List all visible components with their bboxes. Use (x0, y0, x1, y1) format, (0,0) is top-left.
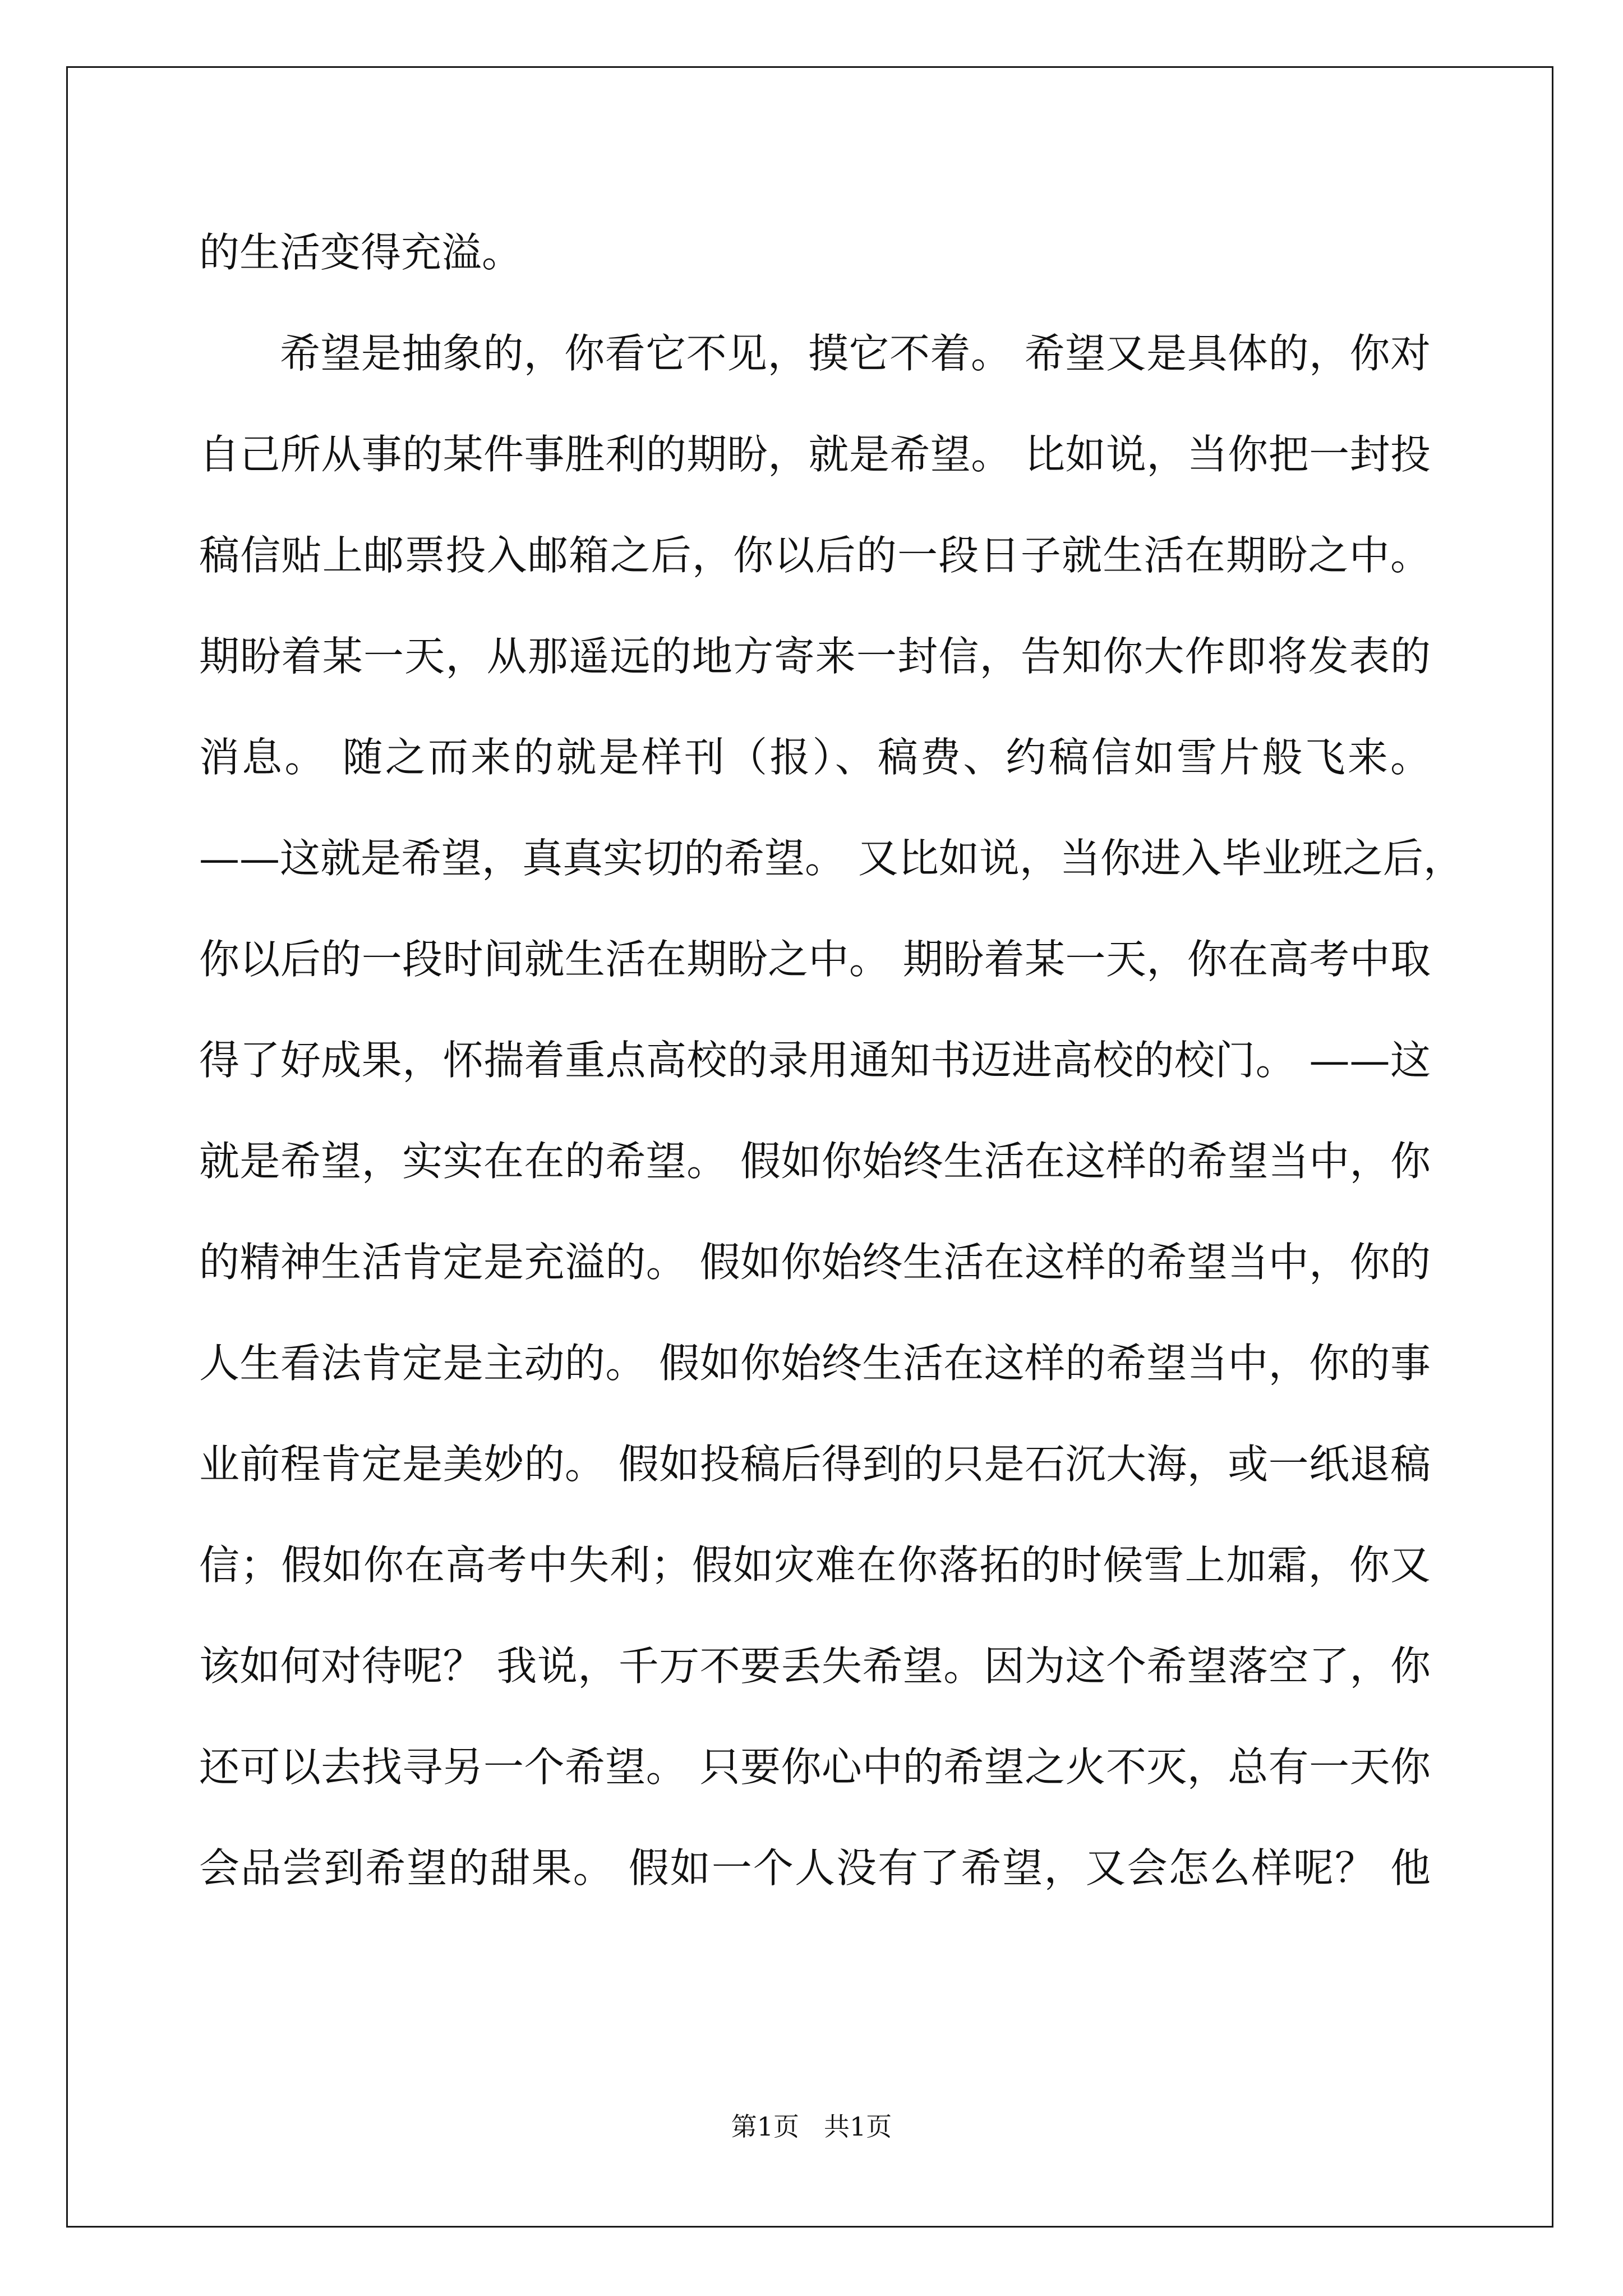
text-line: 的精神生活肯定是充溢的。 假如你始终生活在这样的希望当中，你的 (199, 1239, 1431, 1286)
text-line: 信；假如你在高考中失利；假如灾难在你落拓的时候雪上加霜，你又 (199, 1542, 1431, 1589)
text-line: 还可以去找寻另一个希望。 只要你心中的希望之火不灭，总有一天你 (199, 1743, 1431, 1791)
text-line: 你以后的一段时间就生活在期盼之中。 期盼着某一天，你在高考中取 (199, 936, 1431, 983)
document-body (199, 202, 1464, 1918)
text-line: 人生看法肯定是主动的。 假如你始终生活在这样的希望当中，你的事 (199, 1340, 1431, 1387)
page-total: 共1页 (824, 2111, 892, 2142)
text-line: 消息。 随之而来的就是样刊（报）、稿费、约稿信如雪片般飞来。 (199, 734, 1431, 781)
text-line: 就是希望，实实在在的希望。 假如你始终生活在这样的希望当中，你 (199, 1138, 1431, 1185)
page-footer (0, 2106, 1623, 2143)
text-line: 会品尝到希望的甜果。 假如一个人没有了希望，又会怎么样呢？ 他 (199, 1844, 1431, 1892)
text-line: 希望是抽象的，你看它不见，摸它不着。 希望又是具体的，你对 (280, 330, 1431, 377)
text-line: 的生活变得充溢。 (199, 229, 523, 276)
text-line: 得了好成果，怀揣着重点高校的录用通知书迈进高校的校门。 ——这 (199, 1037, 1431, 1084)
text-line: 业前程肯定是美妙的。 假如投稿后得到的只是石沉大海，或一纸退稿 (199, 1441, 1431, 1488)
text-line: 该如何对待呢？ 我说，千万不要丢失希望。因为这个希望落空了，你 (199, 1642, 1431, 1690)
text-line: 稿信贴上邮票投入邮箱之后，你以后的一段日子就生活在期盼之中。 (199, 532, 1431, 579)
text-line: ——这就是希望，真真实切的希望。 又比如说，当你进入毕业班之后， (199, 835, 1464, 882)
text-line: 期盼着某一天，从那遥远的地方寄来一封信，告知你大作即将发表的 (199, 633, 1431, 680)
text-line: 自己所从事的某件事胜利的期盼，就是希望。 比如说，当你把一封投 (199, 431, 1431, 478)
page-number: 第1页 (731, 2111, 799, 2142)
